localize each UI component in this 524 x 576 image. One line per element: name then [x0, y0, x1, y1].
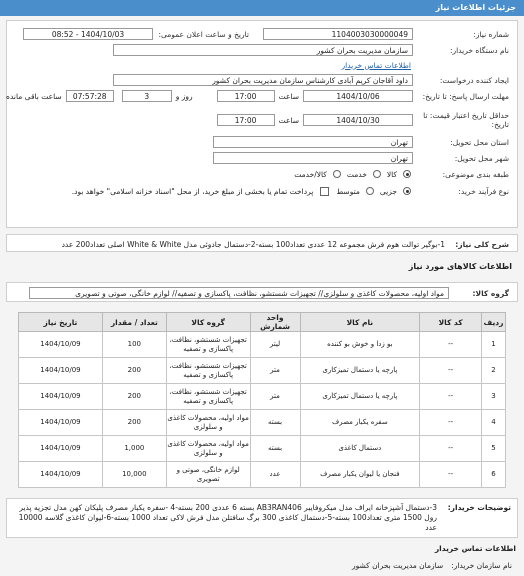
city-row — [213, 151, 509, 165]
cell-name: پارچه یا دستمال تمیزکاری — [300, 358, 420, 384]
need-details-panel — [6, 20, 518, 228]
validity-time-label: ساعت — [278, 115, 299, 125]
cell-row: 5 — [482, 436, 506, 462]
buyer-footer-org-row — [348, 558, 516, 572]
need-number-row — [23, 27, 509, 41]
remaining-time-field[interactable]: 07:57:28 — [66, 90, 114, 102]
cell-unit: متر — [250, 384, 300, 410]
cell-qty: 200 — [102, 384, 166, 410]
goods-group-box — [6, 282, 518, 302]
cell-qty: 200 — [102, 358, 166, 384]
cell-code: -- — [420, 462, 482, 488]
process-minor-radio[interactable] — [403, 187, 411, 195]
reply-time-field[interactable]: 17:00 — [217, 90, 275, 102]
validity-time-field[interactable]: 17:00 — [217, 114, 275, 126]
goods-group-row — [29, 286, 509, 300]
col-name: نام کالا — [300, 313, 420, 332]
announce-field[interactable]: 1404/10/03 - 08:52 — [23, 28, 153, 40]
reply-time-label: ساعت — [278, 91, 299, 101]
buyer-footer-org: سازمان مدیریت بحران کشور — [351, 560, 444, 570]
need-summary-row — [58, 237, 509, 251]
city-label: شهر محل تحویل: — [454, 153, 509, 163]
goods-table — [18, 312, 506, 488]
cell-code: -- — [420, 384, 482, 410]
table-row[interactable] — [19, 462, 506, 488]
creator-label: ایجاد کننده درخواست: — [439, 75, 509, 85]
table-row[interactable] — [19, 410, 506, 436]
process-minor-label: جزیی — [379, 186, 397, 196]
validity-label: حداقل تاریخ اعتبار قیمت: تا تاریخ: — [423, 111, 509, 129]
cell-unit: عدد — [250, 462, 300, 488]
cell-unit: بسته — [250, 410, 300, 436]
category-label: طبقه بندی موضوعی: — [442, 169, 509, 179]
cell-code: -- — [420, 436, 482, 462]
cell-date: 1404/10/09 — [19, 358, 103, 384]
reply-date-field[interactable]: 1404/10/06 — [303, 90, 413, 102]
col-qty: تعداد / مقدار — [102, 313, 166, 332]
cell-qty: 100 — [102, 332, 166, 358]
creator-row — [113, 73, 509, 87]
cell-group: مواد اولیه، محصولات کاغذی و سلولزی — [166, 436, 250, 462]
cell-code: -- — [420, 358, 482, 384]
reply-deadline-row — [2, 89, 509, 103]
cell-date: 1404/10/09 — [19, 384, 103, 410]
goods-section-title: اطلاعات کالاهای مورد نیاز — [408, 262, 512, 271]
cell-date: 1404/10/09 — [19, 436, 103, 462]
table-row[interactable] — [19, 436, 506, 462]
cell-qty: 200 — [102, 410, 166, 436]
category-row — [290, 167, 509, 181]
validity-date-field[interactable]: 1404/10/30 — [303, 114, 413, 126]
category-goods-radio[interactable] — [403, 170, 411, 178]
need-summary-text: 1-بوگیر توالت هوم فرش مجموعه 12 عددی تعداد100 بسته-2-دستمال جادوئی مدل White & White اصلی تعداد200 عدد — [61, 239, 445, 249]
days-label: روز و — [175, 91, 193, 101]
table-row[interactable] — [19, 384, 506, 410]
buyer-description-text: 3-دستمال آشپزخانه ایراف مدل میکروفایبر AB3RAN406 بسته 6 عددی 200 بسته-4 -سفره یکبار مصرف پلیکان کهن مدل تجزیه پذیر رول 1500 متری تعداد100 بسته-5-دستمال کاغذی 300 برگ سافتلن مدل فرش لاکی تعداد 1000 بسته-6-لیوان کاغذی گلاسه 10000 عدد — [18, 503, 437, 532]
col-date: تاریخ نیاز — [19, 313, 103, 332]
cell-name: فنجان یا لیوان یکبار مصرف — [300, 462, 420, 488]
cell-code: -- — [420, 410, 482, 436]
validity-row — [217, 109, 509, 131]
cell-date: 1404/10/09 — [19, 462, 103, 488]
goods-group-field[interactable]: مواد اولیه، محصولات کاغذی و سلولزی// تجهیزات شستشو، نظافت، پاکسازی و تصفیه// لوازم خانگی، صوتی و تصویری — [29, 287, 449, 299]
creator-field[interactable]: داود آقاجان کریم آبادی کارشناس سازمان مدیریت بحران کشور — [113, 74, 413, 86]
process-medium-label: متوسط — [336, 186, 360, 196]
remaining-label: ساعت باقی مانده — [6, 91, 62, 101]
buyer-info-row — [342, 58, 412, 72]
cell-row: 2 — [482, 358, 506, 384]
cell-row: 4 — [482, 410, 506, 436]
category-service-label: خدمت — [346, 169, 367, 179]
cell-group: تجهیزات شستشو، نظافت، پاکسازی و تصفیه — [166, 358, 250, 384]
payment-note: پرداخت تمام یا بخشی از مبلغ خرید، از محل "اسناد خزانه اسلامی" خواهد بود. — [71, 186, 314, 196]
province-row — [213, 135, 509, 149]
city-field[interactable]: تهران — [213, 152, 413, 164]
cell-group: لوازم خانگی، صوتی و تصویری — [166, 462, 250, 488]
cell-name: بو زدا و خوش بو کننده — [300, 332, 420, 358]
reply-deadline-label: مهلت ارسال پاسخ: تا تاریخ: — [422, 91, 509, 101]
category-both-radio[interactable] — [333, 170, 341, 178]
process-label: نوع فرآیند خرید: — [458, 186, 509, 196]
buyer-org-row — [113, 43, 509, 57]
cell-date: 1404/10/09 — [19, 410, 103, 436]
process-row — [68, 184, 509, 198]
announce-label: تاریخ و ساعت اعلان عمومی: — [158, 29, 249, 39]
cell-group: مواد اولیه، محصولات کاغذی و سلولزی — [166, 410, 250, 436]
cell-code: -- — [420, 332, 482, 358]
table-row[interactable] — [19, 332, 506, 358]
cell-name: دستمال کاغذی — [300, 436, 420, 462]
need-summary-label: شرح کلی نیاز: — [455, 239, 509, 249]
page-title: جزئیات اطلاعات نیاز — [0, 0, 524, 16]
province-field[interactable]: تهران — [213, 136, 413, 148]
col-row: ردیف — [482, 313, 506, 332]
buyer-description-box — [6, 498, 518, 538]
cell-group: تجهیزات شستشو، نظافت، پاکسازی و تصفیه — [166, 384, 250, 410]
province-label: استان محل تحویل: — [450, 137, 509, 147]
cell-group: تجهیزات شستشو، نظافت، پاکسازی و تصفیه — [166, 332, 250, 358]
col-code: کد کالا — [420, 313, 482, 332]
cell-row: 6 — [482, 462, 506, 488]
col-unit: واحد شمارش — [250, 313, 300, 332]
category-goods-label: کالا — [386, 169, 397, 179]
cell-unit: لیتر — [250, 332, 300, 358]
buyer-info-link[interactable]: اطلاعات تماس خریدار — [341, 60, 411, 70]
buyer-footer-title: اطلاعات تماس خریدار — [434, 544, 516, 553]
need-number-field[interactable]: 1104003030000049 — [263, 28, 413, 40]
cell-name: پارچه یا دستمال تمیزکاری — [300, 384, 420, 410]
goods-table-header — [19, 313, 506, 332]
need-number-label: شماره نیاز: — [473, 29, 509, 39]
cell-unit: متر — [250, 358, 300, 384]
col-group: گروه کالا — [166, 313, 250, 332]
category-both-label: کالا/خدمت — [294, 169, 327, 179]
cell-date: 1404/10/09 — [19, 332, 103, 358]
cell-unit: بسته — [250, 436, 300, 462]
table-row[interactable] — [19, 358, 506, 384]
days-field[interactable]: 3 — [122, 90, 172, 102]
cell-row: 3 — [482, 384, 506, 410]
treasury-checkbox[interactable] — [320, 187, 329, 196]
buyer-description-label: توضیحات خریدار: — [447, 503, 511, 512]
buyer-org-field[interactable]: سازمان مدیریت بحران کشور — [113, 44, 413, 56]
category-service-radio[interactable] — [373, 170, 381, 178]
need-summary-box — [6, 234, 518, 252]
buyer-org-label: نام دستگاه خریدار: — [449, 45, 509, 55]
goods-group-label: گروه کالا: — [472, 288, 509, 298]
buyer-footer-org-label: نام سازمان خریدار: — [451, 560, 512, 570]
cell-row: 1 — [482, 332, 506, 358]
cell-qty: 10,000 — [102, 462, 166, 488]
cell-name: سفره یکبار مصرف — [300, 410, 420, 436]
process-medium-radio[interactable] — [366, 187, 374, 195]
cell-qty: 1,000 — [102, 436, 166, 462]
